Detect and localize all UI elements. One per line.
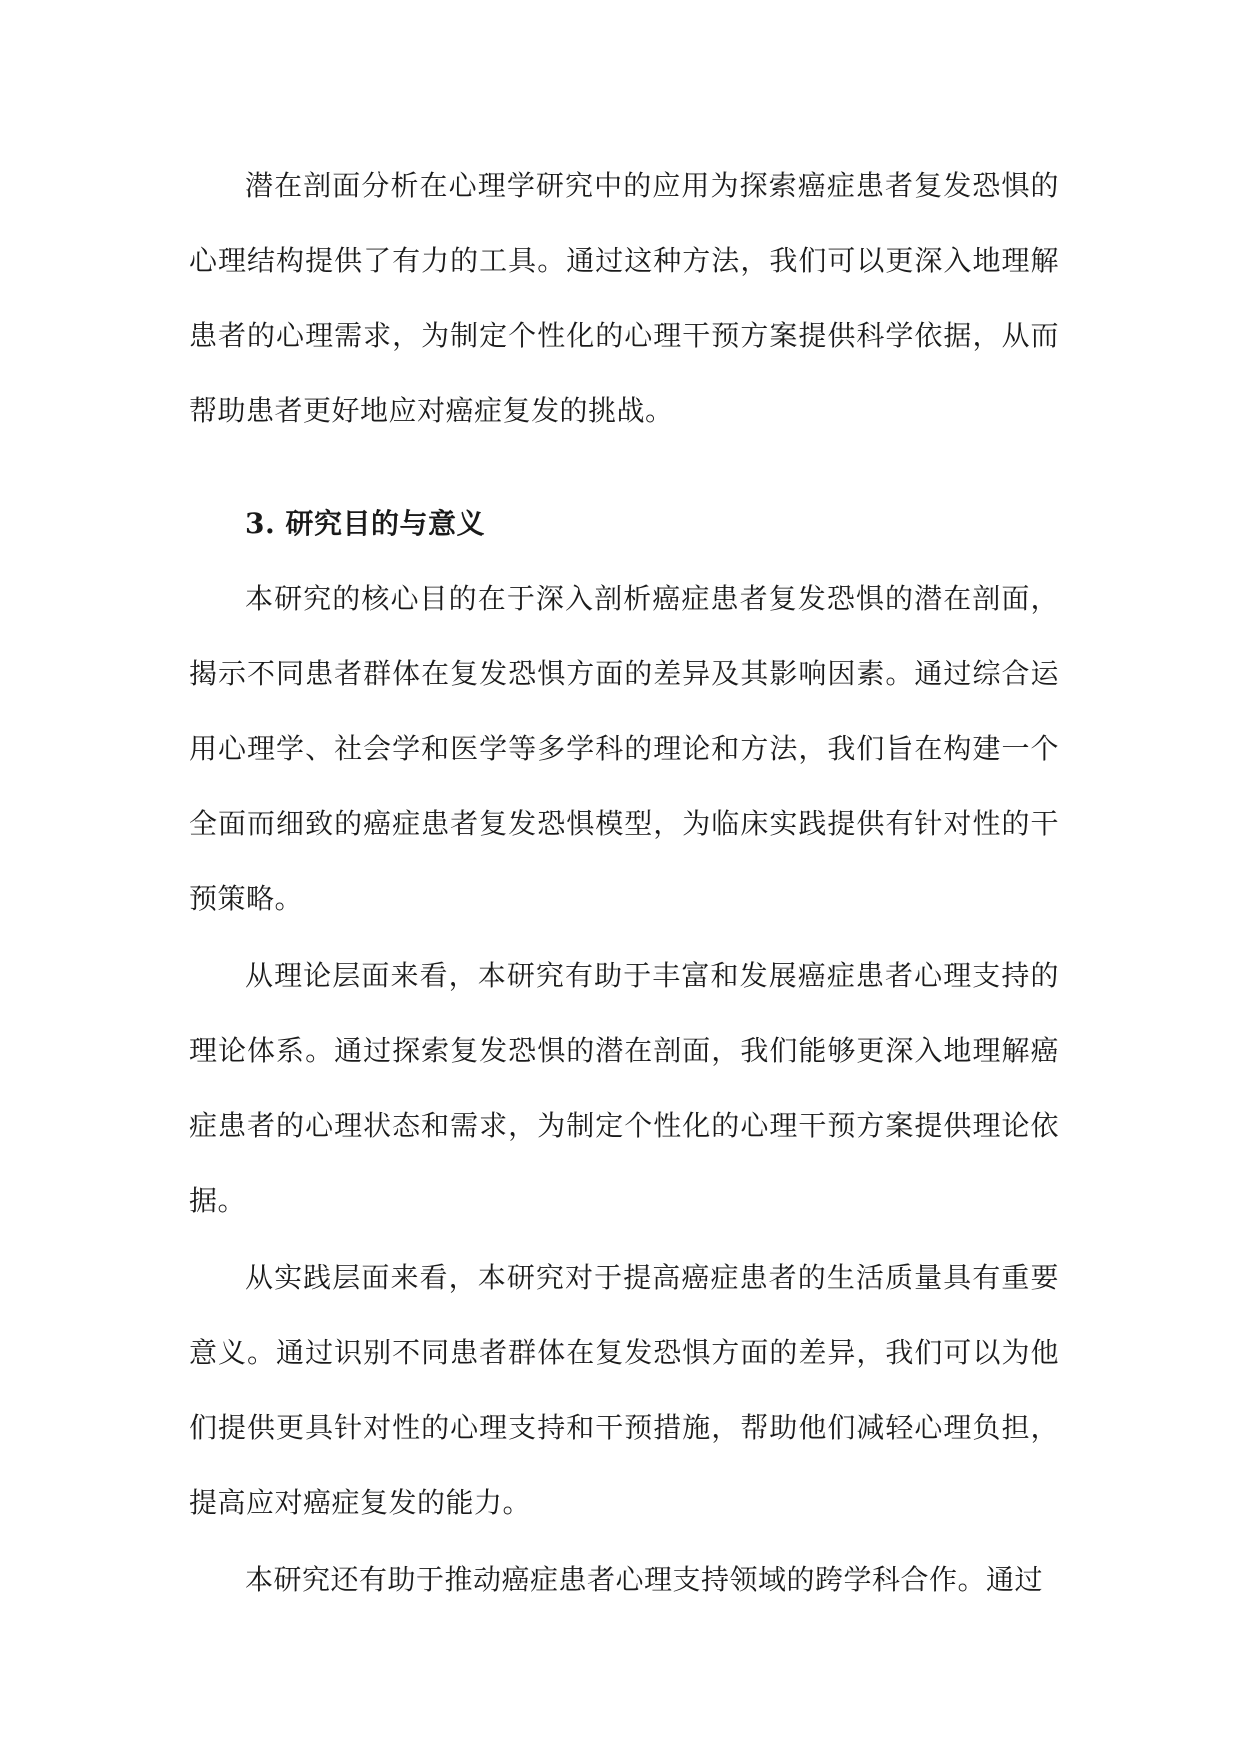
interdisciplinary-paragraph: 本研究还有助于推动癌症患者心理支持领域的跨学科合作。通过 bbox=[245, 1563, 1044, 1596]
document-body bbox=[189, 148, 1059, 1617]
section-spacer bbox=[189, 448, 1059, 486]
theory-paragraph: 从理论层面来看，本研究有助于丰富和发展癌症患者心理支持的理论体系。通过探索复发恐惧的潜在剖面，我们能够更深入地理解癌症患者的心理状态和需求，为制定个性化的心理干预方案提供理论依据。 bbox=[189, 959, 1059, 1217]
intro-paragraph: 潜在剖面分析在心理学研究中的应用为探索癌症患者复发恐惧的心理结构提供了有力的工具。通过这种方法，我们可以更深入地理解患者的心理需求，为制定个性化的心理干预方案提供科学依据，从而帮助患者更好地应对癌症复发的挑战。 bbox=[189, 169, 1059, 427]
purpose-paragraph: 本研究的核心目的在于深入剖析癌症患者复发恐惧的潜在剖面，揭示不同患者群体在复发恐惧方面的差异及其影响因素。通过综合运用心理学、社会学和医学等多学科的理论和方法，我们旨在构建一个全面而细致的癌症患者复发恐惧模型，为临床实践提供有针对性的干预策略。 bbox=[189, 582, 1059, 915]
section-heading: 3. 研究目的与意义 bbox=[245, 507, 485, 540]
practice-paragraph: 从实践层面来看，本研究对于提高癌症患者的生活质量具有重要意义。通过识别不同患者群体在复发恐惧方面的差异，我们可以为他们提供更具针对性的心理支持和干预措施，帮助他们减轻心理负担，提高应对癌症复发的能力。 bbox=[189, 1261, 1059, 1519]
